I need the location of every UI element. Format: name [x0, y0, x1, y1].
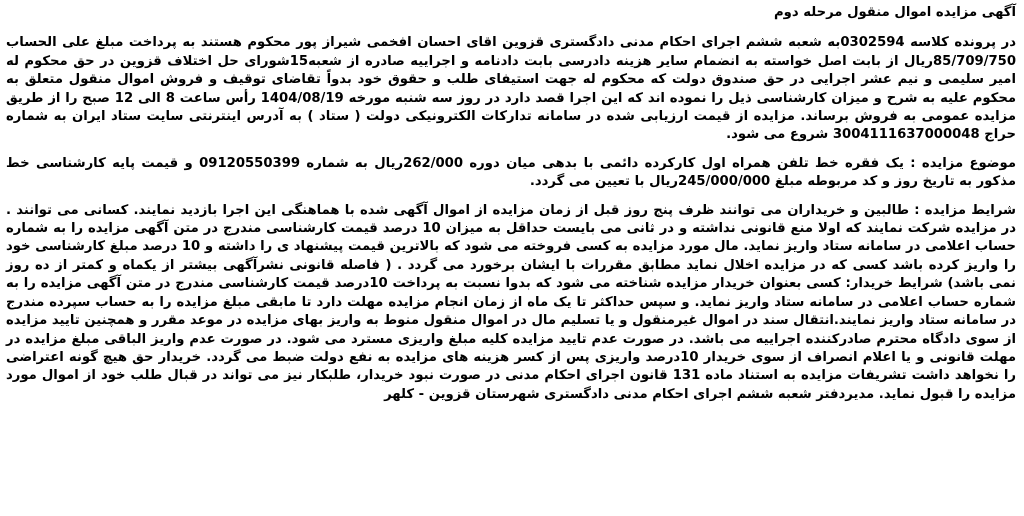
auction-subject-paragraph: موضوع مزایده : یک فقره خط تلفن همراه اول کارکرده دائمی با بدهی میان دوره 262/000ریال به شماره 09120550399 و قیمت پایه کارشناسی خط مذکور به تاریخ روز و کد مربوطه مبلغ 245/000/000ریال با تعیین می گردد. — [6, 155, 1016, 190]
notice-title: آگهی مزایده اموال منقول مرحله دوم — [774, 5, 1016, 20]
case-details-paragraph: در پرونده کلاسه 0302594به شعبه ششم اجرای احکام مدنی دادگستری قزوین اقای احسان افخمی شیراز پور محکوم هستند به پرداخت مبلغ علی الحساب 85/709/750ریال از بابت اصل خواسته به انضمام سایر هزینه دادرسی بابت دادنامه و اجراییه صادره از شعبه15شورای حل اختلاف قزوین در حق محکوم له امیر سلیمی و نیم عشر اجرایی در حق صندوق دولت که محکوم له جهت استیفای طلب و حقوق خود بدواً تقاضای توقیف و فروش اموال منقول متعلق به محکوم علیه به شرح و میزان کارشناسی ذیل را نموده اند که این اجرا قصد دارد در روز سه شنبه مورخه 1404/08/19 رأس ساعت 8 الی 12 صبح را از طریق مزایده عمومی به فروش برساند. مزایده از قیمت ارزیابی شده در سامانه تدارکات الکترونیکی دولت ( ستاد ) به آدرس اینترنتی سایت ستاد ایران به شماره حراج 3004111637000048 شروع می شود. — [6, 35, 1017, 143]
auction-conditions-paragraph: شرایط مزایده : طالبین و خریداران می توانند ظرف پنج روز قبل از زمان مزایده از اموال آگهی شده با هماهنگی این اجرا بازدید نمایند. کسانی می توانند . در مزایده شرکت نمایند که اولا منع قانونی نداشته و در ثانی می بایست حداقل به میزان 10 درصد قیمت کارشناسی مندرج در متن آگهی مزایده را به شماره حساب اعلامی در سامانه ستاد واریز نماید. مال مورد مزایده به کسی فروخته می شود که بالاترین قیمت پیشنهاد ی را داشته و 10 درصد مبلغ کارشناسی خود را واریز کرده باشد کسی که در مزایده اخلال نماید مطابق مقررات با ایشان برخورد می گردد . ( فاصله قانونی نشرآگهی بیشتر از یکماه و کمتر از ده روز نمی باشد) شرایط خریدار: کسی بعنوان خریدار مزایده شناخته می شود که بدوا نسبت به پرداخت 10درصد قیمت کارشناسی مندرج در متن آگهی مزایده را به شماره حساب اعلامی در سامانه ستاد واریز نماید. و سپس حداکثر تا یک ماه از زمان انجام مزایده مهلت دارد تا مابقی مبلغ مزایده را به حساب سپرده مندرج در سامانه ستاد واریز نمایند.انتقال سند در اموال غیرمنقول و یا تسلیم مال در اموال منقول منوط به واریز بهای مزایده در موعد مقرر و همچنین تایید مزایده از سوی دادگاه محترم صادرکننده اجراییه می باشد. در صورت عدم تایید مزایده کلیه مبلغ واریزی مسترد می شود. در صورت عدم واریز الباقی مبلغ مزایده در مهلت قانونی و یا اعلام انصراف از سوی خریدار 10درصد واریزی پس از کسر هزینه های مزایده به نفع دولت ضبط می گردد. خریدار حق هیچ گونه اعتراضی را نخواهد داشت تشریفات مزایده به استناد ماده 131 قانون اجرای احکام مدنی در صورت نبود خریدار، طلبکار نیز می تواند در قبال طلب خود از اموال مورد مزایده را قبول نماید. مدیردفتر شعبه ششم اجرای احکام مدنی دادگستری شهرستان قزوین - کلهر — [6, 202, 1016, 402]
